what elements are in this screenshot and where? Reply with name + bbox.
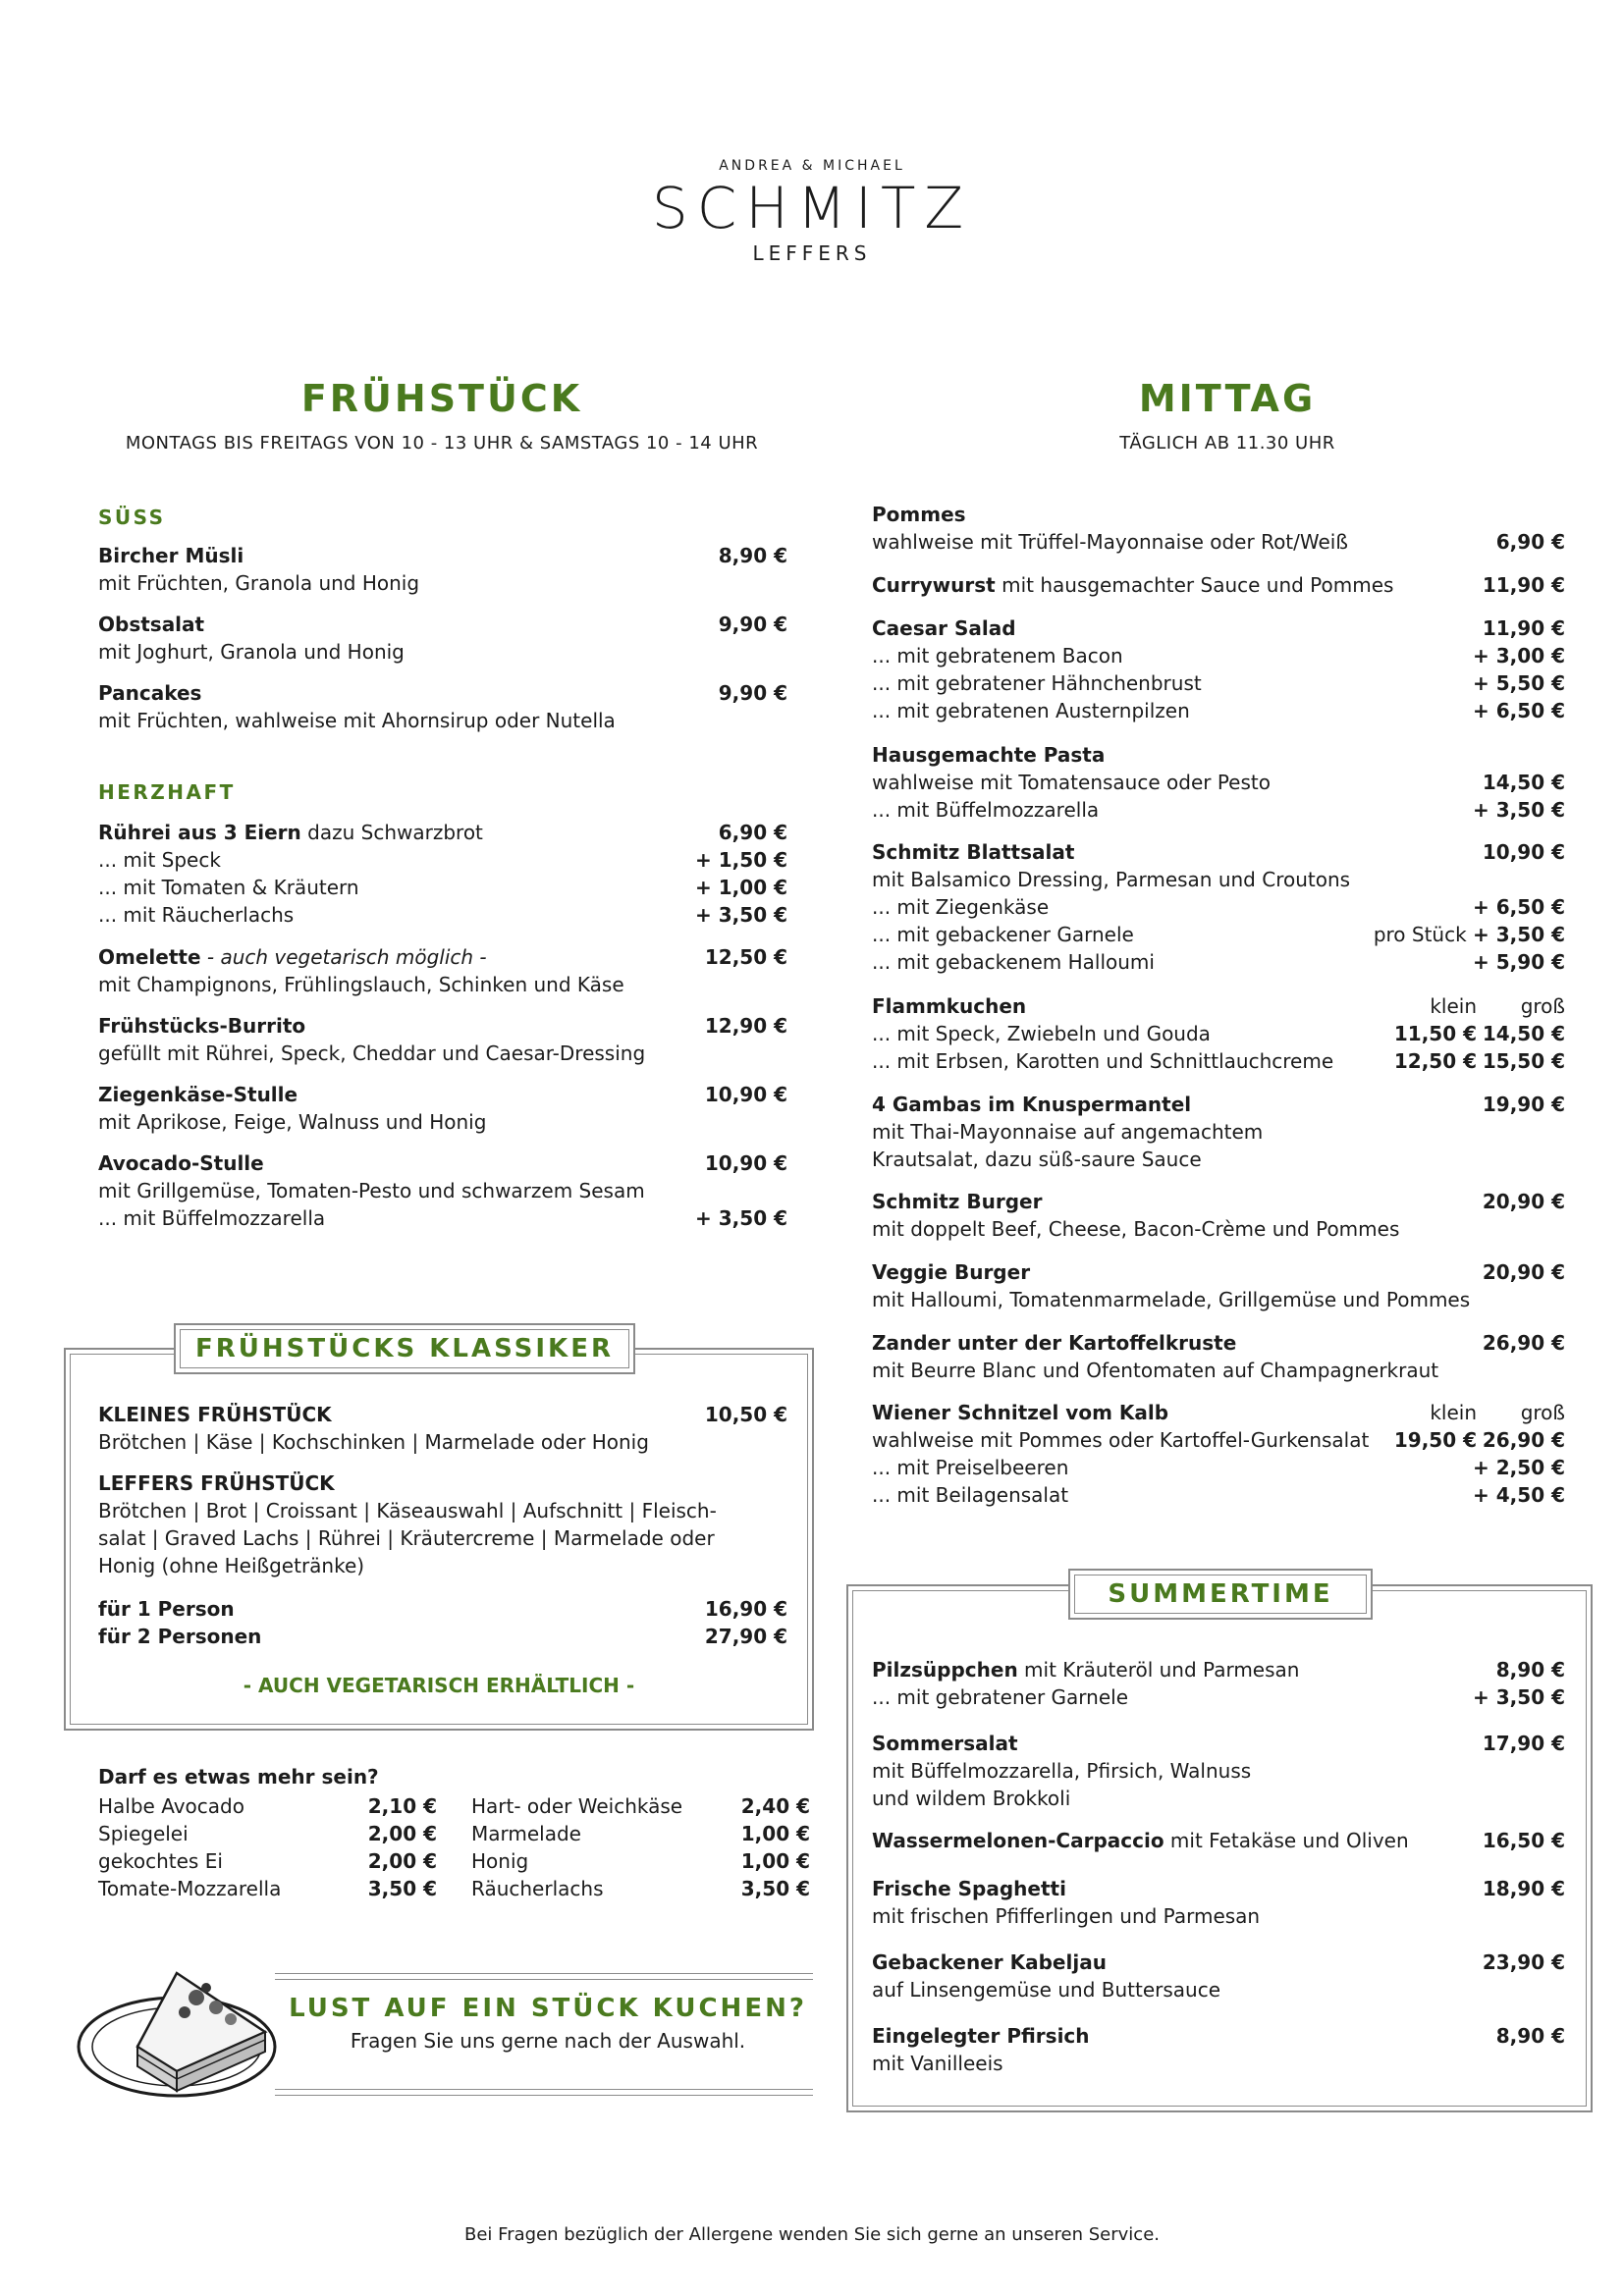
- item-desc: wahlweise mit Pommes oder Kartoffel-Gurkensalat: [872, 1428, 1370, 1452]
- item-name: KLEINES FRÜHSTÜCK: [98, 1403, 332, 1426]
- item-price: 10,50 €: [704, 1403, 787, 1426]
- addon-label: ... mit gebratener Hähnchenbrust: [872, 671, 1202, 695]
- lunch-title: MITTAG: [1138, 377, 1317, 420]
- item-name-rest: mit hausgemachter Sauce und Pommes: [995, 573, 1394, 597]
- flamm-label: ... mit Erbsen, Karotten und Schnittlauchcreme: [872, 1049, 1334, 1073]
- item-name: LEFFERS FRÜHSTÜCK: [98, 1471, 335, 1495]
- addon-price: + 6,50 €: [1473, 699, 1565, 722]
- menu-item-omelette: [98, 943, 787, 998]
- addon-label: ... mit Beilagensalat: [872, 1483, 1069, 1507]
- item-price: 11,90 €: [1482, 616, 1565, 640]
- persons-price: 16,90 €: [704, 1597, 787, 1621]
- item-price: 9,90 €: [718, 613, 787, 636]
- cake-line-bottom: [275, 2089, 813, 2090]
- extra-label: Spiegelei: [98, 1822, 189, 1845]
- menu-item-kabeljau: [872, 1949, 1565, 2003]
- extra-label: Honig: [471, 1849, 529, 1873]
- item-name: Pancakes: [98, 681, 202, 705]
- menu-item-pasta: [872, 741, 1565, 824]
- menu-item-currywurst: [872, 571, 1565, 599]
- extra-label: Hart- oder Weichkäse: [471, 1794, 683, 1818]
- addon-price: + 1,50 €: [695, 848, 787, 872]
- item-name: Schmitz Burger: [872, 1190, 1043, 1213]
- item-name-rest: dazu Schwarzbrot: [300, 821, 483, 844]
- extra-price: 2,10 €: [367, 1794, 437, 1818]
- item-price: 8,90 €: [1495, 1658, 1565, 1682]
- item-note: - auch vegetarisch möglich -: [200, 945, 487, 969]
- menu-item-veggie-burger: [872, 1258, 1565, 1313]
- item-desc: mit Aprikose, Feige, Walnuss und Honig: [98, 1110, 487, 1134]
- addon-price: + 3,50 €: [1473, 798, 1565, 822]
- addon-price: + 6,50 €: [1473, 895, 1565, 919]
- addon-label: ... mit gebratenen Austernpilzen: [872, 699, 1190, 722]
- item-name-rest: mit Fetakäse und Oliven: [1164, 1829, 1409, 1852]
- breakfast-title: FRÜHSTÜCK: [300, 377, 583, 420]
- item-name: Sommersalat: [872, 1732, 1018, 1755]
- item-name: Rührei aus 3 Eiern: [98, 821, 301, 844]
- item-desc: mit Vanilleeis: [872, 2052, 1003, 2075]
- menu-item: [98, 542, 787, 597]
- size-small-label: klein: [1430, 1401, 1477, 1424]
- menu-item-ruehrei: [98, 819, 787, 929]
- extras-left-list: [98, 1792, 437, 1902]
- addon-label: ... mit gebackener Garnele: [872, 923, 1134, 946]
- item-name: Pilzsüppchen: [872, 1658, 1018, 1682]
- item-price: 26,90 €: [1482, 1331, 1565, 1355]
- addon-label: ... mit Speck: [98, 848, 221, 872]
- item-desc: mit Champignons, Frühlingslauch, Schinken und Käse: [98, 973, 624, 996]
- breakfast-hours: MONTAGS BIS FREITAGS VON 10 - 13 UHR & SAMSTAGS 10 - 14 UHR: [125, 433, 759, 454]
- item-desc: Brötchen | Käse | Kochschinken | Marmelade oder Honig: [98, 1430, 649, 1454]
- logo-main-text: SCHMITZ: [651, 175, 973, 241]
- extra-label: Marmelade: [471, 1822, 581, 1845]
- extra-label: Tomate-Mozzarella: [98, 1877, 282, 1900]
- item-price: 12,90 €: [704, 1014, 787, 1038]
- addon-price: + 3,00 €: [1473, 644, 1565, 667]
- addon-price: + 4,50 €: [1473, 1483, 1565, 1507]
- menu-item-burrito: [98, 1012, 787, 1067]
- item-desc-line: mit Büffelmozzarella, Pfirsich, Walnuss: [872, 1759, 1252, 1783]
- size-small-label: klein: [1430, 994, 1477, 1018]
- flamm-label: ... mit Speck, Zwiebeln und Gouda: [872, 1022, 1211, 1045]
- item-price: 17,90 €: [1482, 1732, 1565, 1755]
- addon-note: pro Stück: [1373, 923, 1467, 946]
- menu-item-pommes: [872, 501, 1565, 556]
- addon-price: + 5,90 €: [1473, 950, 1565, 974]
- item-desc: wahlweise mit Trüffel-Mayonnaise oder Rot/Weiß: [872, 530, 1348, 554]
- addon-label: ... mit Büffelmozzarella: [872, 798, 1100, 822]
- item-desc: mit Früchten, wahlweise mit Ahornsirup oder Nutella: [98, 709, 616, 732]
- item-name: Hausgemachte Pasta: [872, 743, 1106, 767]
- item-desc: auf Linsengemüse und Buttersauce: [872, 1978, 1221, 2002]
- cake-illustration-icon: [69, 1939, 304, 2115]
- summertime-badge: SUMMERTIME: [1068, 1569, 1373, 1620]
- extra-price: 1,00 €: [740, 1849, 810, 1873]
- flamm-small-price: 11,50 €: [1393, 1022, 1477, 1045]
- item-price: 20,90 €: [1482, 1260, 1565, 1284]
- item-price: 20,90 €: [1482, 1190, 1565, 1213]
- menu-item-zander: [872, 1329, 1565, 1384]
- item-desc: gefüllt mit Rührei, Speck, Cheddar und Caesar-Dressing: [98, 1041, 646, 1065]
- menu-item-caesar: [872, 614, 1565, 724]
- item-desc-line: Krautsalat, dazu süß-saure Sauce: [872, 1148, 1202, 1171]
- schnitzel-small-price: 19,50 €: [1393, 1428, 1477, 1452]
- menu-item-flammkuchen: [872, 992, 1565, 1075]
- item-price: 8,90 €: [718, 544, 787, 567]
- item-name: Flammkuchen: [872, 994, 1027, 1018]
- lunch-hours: TÄGLICH AB 11.30 UHR: [1119, 433, 1335, 454]
- item-name: Omelette: [98, 945, 201, 969]
- cake-title: LUST AUF EIN STÜCK KUCHEN?: [289, 1994, 807, 2023]
- item-name: Gebackener Kabeljau: [872, 1950, 1107, 1974]
- flamm-large-price: 15,50 €: [1482, 1049, 1565, 1073]
- item-desc-line: salat | Graved Lachs | Rührei | Kräutercreme | Marmelade oder: [98, 1526, 715, 1550]
- extra-label: gekochtes Ei: [98, 1849, 223, 1873]
- item-desc: mit Balsamico Dressing, Parmesan und Croutons: [872, 868, 1351, 891]
- vegetarian-note: - AUCH VEGETARISCH ERHÄLTLICH -: [243, 1674, 635, 1697]
- item-name: Veggie Burger: [872, 1260, 1031, 1284]
- menu-item-leffers-breakfast: [98, 1469, 787, 1579]
- addon-label: ... mit gebratener Garnele: [872, 1685, 1129, 1709]
- item-name: Frühstücks-Burrito: [98, 1014, 306, 1038]
- item-price: 14,50 €: [1482, 771, 1565, 794]
- menu-item-gambas: [872, 1091, 1565, 1173]
- item-name: Avocado-Stulle: [98, 1151, 264, 1175]
- addon-price: + 3,50 €: [695, 903, 787, 927]
- item-desc-line: Honig (ohne Heißgetränke): [98, 1554, 365, 1577]
- persons-price: 27,90 €: [704, 1625, 787, 1648]
- item-name-rest: mit Kräuteröl und Parmesan: [1017, 1658, 1300, 1682]
- addon-label: ... mit Büffelmozzarella: [98, 1206, 326, 1230]
- size-large-label: groß: [1520, 994, 1565, 1018]
- extra-price: 2,00 €: [367, 1822, 437, 1845]
- item-price: 9,90 €: [718, 681, 787, 705]
- menu-item-pilz: [872, 1656, 1565, 1711]
- item-desc: mit frischen Pfifferlingen und Parmesan: [872, 1904, 1261, 1928]
- item-price: 16,50 €: [1482, 1829, 1565, 1852]
- item-name: Wiener Schnitzel vom Kalb: [872, 1401, 1169, 1424]
- item-price: 23,90 €: [1482, 1950, 1565, 1974]
- item-price: 10,90 €: [704, 1151, 787, 1175]
- menu-item-blattsalat: [872, 838, 1565, 976]
- persons-label: für 2 Personen: [98, 1625, 262, 1648]
- item-desc: mit Früchten, Granola und Honig: [98, 571, 420, 595]
- menu-item: [98, 611, 787, 666]
- item-desc: wahlweise mit Tomatensauce oder Pesto: [872, 771, 1271, 794]
- menu-item-sommersalat: [872, 1730, 1565, 1812]
- item-name: Wassermelonen-Carpaccio: [872, 1829, 1164, 1852]
- flamm-small-price: 12,50 €: [1393, 1049, 1477, 1073]
- item-price: 10,90 €: [1482, 840, 1565, 864]
- item-price: 12,50 €: [704, 945, 787, 969]
- item-desc-line: Brötchen | Brot | Croissant | Käseauswahl | Aufschnitt | Fleisch-: [98, 1499, 717, 1522]
- leffers-prices: [98, 1595, 787, 1650]
- item-price: 8,90 €: [1495, 2024, 1565, 2048]
- extra-label: Räucherlachs: [471, 1877, 604, 1900]
- addon-label: ... mit Räucherlachs: [98, 903, 295, 927]
- menu-item-spaghetti: [872, 1875, 1565, 1930]
- addon-price: + 3,50 €: [1473, 923, 1565, 946]
- cake-promo: [285, 1994, 811, 2053]
- item-name: Frische Spaghetti: [872, 1877, 1066, 1900]
- addon-label: ... mit Preiselbeeren: [872, 1456, 1069, 1479]
- allergen-footer-note: Bei Fragen bezüglich der Allergene wenden Sie sich gerne an unseren Service.: [464, 2224, 1160, 2245]
- menu-item-small-breakfast: [98, 1401, 787, 1456]
- item-desc: mit Grillgemüse, Tomaten-Pesto und schwarzem Sesam: [98, 1179, 645, 1202]
- addon-price: + 3,50 €: [695, 1206, 787, 1230]
- menu-item-burger: [872, 1188, 1565, 1243]
- menu-item: [98, 679, 787, 734]
- addon-label: ... mit gebratenem Bacon: [872, 644, 1123, 667]
- addon-price: + 5,50 €: [1473, 671, 1565, 695]
- klassiker-badge: FRÜHSTÜCKS KLASSIKER: [174, 1323, 635, 1374]
- item-price: 11,90 €: [1482, 573, 1565, 597]
- breakfast-header: [98, 376, 785, 454]
- item-name: Obstsalat: [98, 613, 205, 636]
- addon-label: ... mit Tomaten & Kräutern: [98, 876, 359, 899]
- extra-price: 2,40 €: [740, 1794, 810, 1818]
- item-price: 10,90 €: [704, 1083, 787, 1106]
- cake-line-bottom-inner: [275, 2095, 813, 2096]
- item-desc: mit Halloumi, Tomatenmarmelade, Grillgemüse und Pommes: [872, 1288, 1471, 1311]
- cake-line-top-inner: [275, 1979, 813, 1980]
- cake-line-top: [275, 1973, 813, 1974]
- extra-price: 2,00 €: [367, 1849, 437, 1873]
- item-name: Currywurst: [872, 573, 996, 597]
- logo-bottom-text: LEFFERS: [752, 241, 872, 265]
- addon-price: + 2,50 €: [1473, 1456, 1565, 1479]
- menu-item-schnitzel: [872, 1399, 1565, 1509]
- size-large-label: groß: [1520, 1401, 1565, 1424]
- sweet-section-title: SÜSS: [98, 506, 166, 529]
- logo-top-text: ANDREA & MICHAEL: [719, 158, 905, 174]
- item-price: 6,90 €: [718, 821, 787, 844]
- item-name: Pommes: [872, 503, 966, 526]
- extras-right-list: [471, 1792, 810, 1902]
- item-desc-line: mit Thai-Mayonnaise auf angemachtem: [872, 1120, 1264, 1144]
- extra-price: 3,50 €: [740, 1877, 810, 1900]
- item-name: Ziegenkäse-Stulle: [98, 1083, 298, 1106]
- item-name: 4 Gambas im Knuspermantel: [872, 1093, 1192, 1116]
- cake-subtitle: Fragen Sie uns gerne nach der Auswahl.: [350, 2029, 746, 2053]
- persons-label: für 1 Person: [98, 1597, 235, 1621]
- item-name: Schmitz Blattsalat: [872, 840, 1075, 864]
- item-price: 19,90 €: [1482, 1093, 1565, 1116]
- item-name: Bircher Müsli: [98, 544, 244, 567]
- menu-item-pfirsich: [872, 2022, 1565, 2077]
- item-name: Zander unter der Kartoffelkruste: [872, 1331, 1237, 1355]
- menu-item-melon: [872, 1827, 1565, 1854]
- extra-price: 1,00 €: [740, 1822, 810, 1845]
- addon-label: ... mit gebackenem Halloumi: [872, 950, 1155, 974]
- item-desc: mit doppelt Beef, Cheese, Bacon-Crème und Pommes: [872, 1217, 1400, 1241]
- addon-label: ... mit Ziegenkäse: [872, 895, 1050, 919]
- item-price: 18,90 €: [1482, 1877, 1565, 1900]
- flamm-large-price: 14,50 €: [1482, 1022, 1565, 1045]
- extra-label: Halbe Avocado: [98, 1794, 244, 1818]
- savory-section-title: HERZHAFT: [98, 780, 236, 804]
- item-desc: mit Joghurt, Granola und Honig: [98, 640, 405, 664]
- schnitzel-large-price: 26,90 €: [1482, 1428, 1565, 1452]
- item-name: Caesar Salad: [872, 616, 1016, 640]
- addon-price: + 1,00 €: [695, 876, 787, 899]
- menu-item-avocado: [98, 1149, 787, 1232]
- item-name: Eingelegter Pfirsich: [872, 2024, 1090, 2048]
- extra-price: 3,50 €: [367, 1877, 437, 1900]
- item-price: 6,90 €: [1495, 530, 1565, 554]
- extras-title: Darf es etwas mehr sein?: [98, 1765, 379, 1789]
- item-desc-line: und wildem Brokkoli: [872, 1787, 1071, 1810]
- menu-item-ziege: [98, 1081, 787, 1136]
- item-desc: mit Beurre Blanc und Ofentomaten auf Champagnerkraut: [872, 1359, 1439, 1382]
- addon-price: + 3,50 €: [1473, 1685, 1565, 1709]
- lunch-header: [884, 376, 1571, 454]
